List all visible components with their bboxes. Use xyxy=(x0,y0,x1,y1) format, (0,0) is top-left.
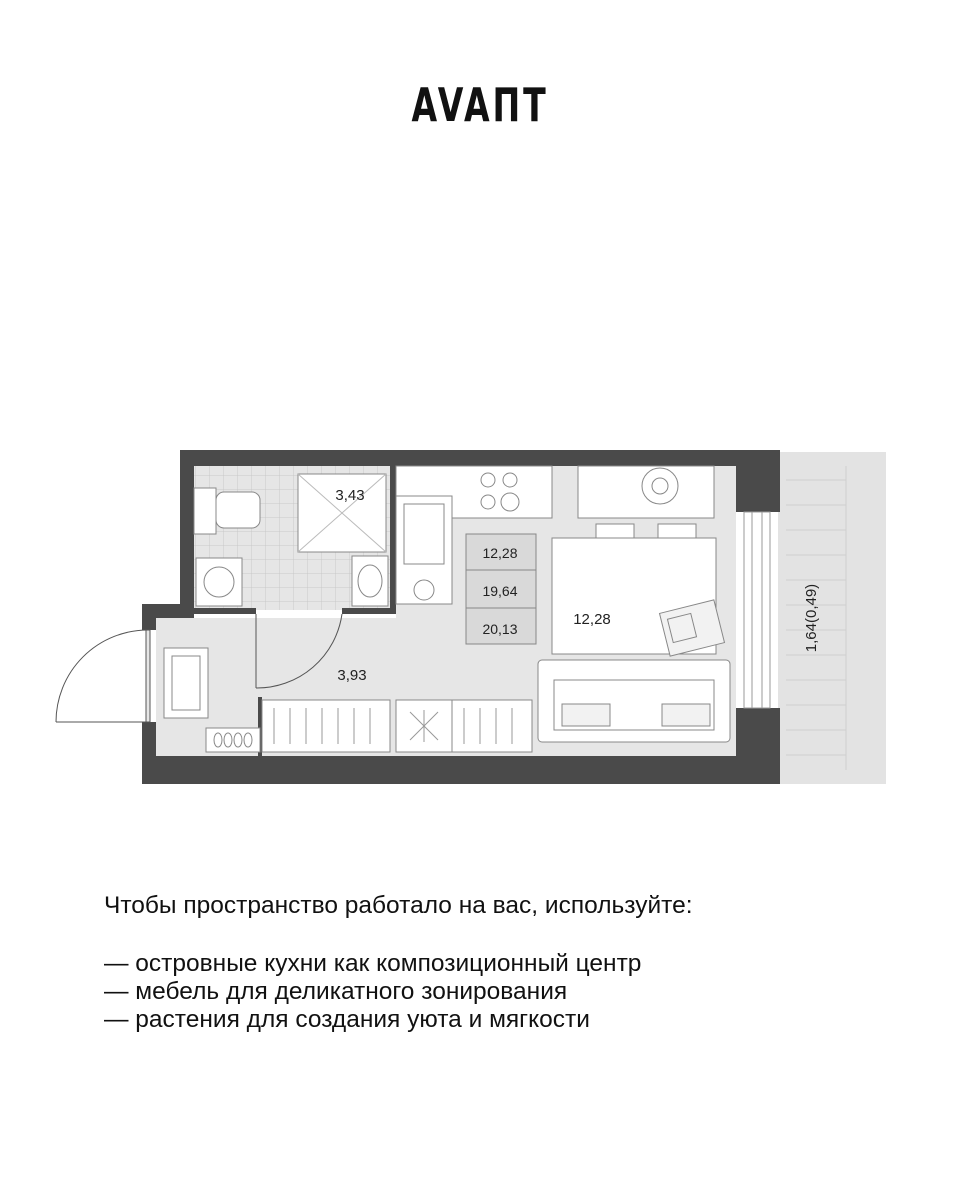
wardrobes xyxy=(262,700,532,752)
window xyxy=(744,512,770,708)
sofa xyxy=(538,660,730,742)
description-text xyxy=(104,892,884,1034)
brand-logo: AVAПТ xyxy=(411,78,549,132)
shower-cabin xyxy=(298,474,386,552)
description-intro: Чтобы пространство работало на вас, используйте: xyxy=(104,892,693,919)
summary-total-area: 19,64 xyxy=(482,583,518,599)
bathroom-sink xyxy=(352,556,388,606)
tip-item: — островные кухни как композиционный центр xyxy=(104,950,642,977)
washing-machine xyxy=(196,558,242,606)
dining-table xyxy=(578,466,714,518)
summary-total-with-balcony: 20,13 xyxy=(482,621,518,637)
area-label-bathroom: 3,43 xyxy=(335,487,365,504)
entrance-door xyxy=(56,630,150,722)
toilet xyxy=(194,488,260,534)
summary-living-area: 12,28 xyxy=(482,545,518,561)
tip-item: — растения для создания уюта и мягкости xyxy=(104,1006,590,1033)
tips-list xyxy=(104,950,884,1034)
hallway-bench xyxy=(164,648,208,718)
tip-item: — мебель для деликатного зонирования xyxy=(104,978,568,1005)
area-label-balcony: 1,64(0,49) xyxy=(803,583,820,653)
area-label-hallway: 3,93 xyxy=(337,667,367,684)
area-label-room: 12,28 xyxy=(573,611,611,628)
shoe-rack xyxy=(206,728,260,752)
rug xyxy=(552,538,724,656)
balcony xyxy=(778,452,886,784)
